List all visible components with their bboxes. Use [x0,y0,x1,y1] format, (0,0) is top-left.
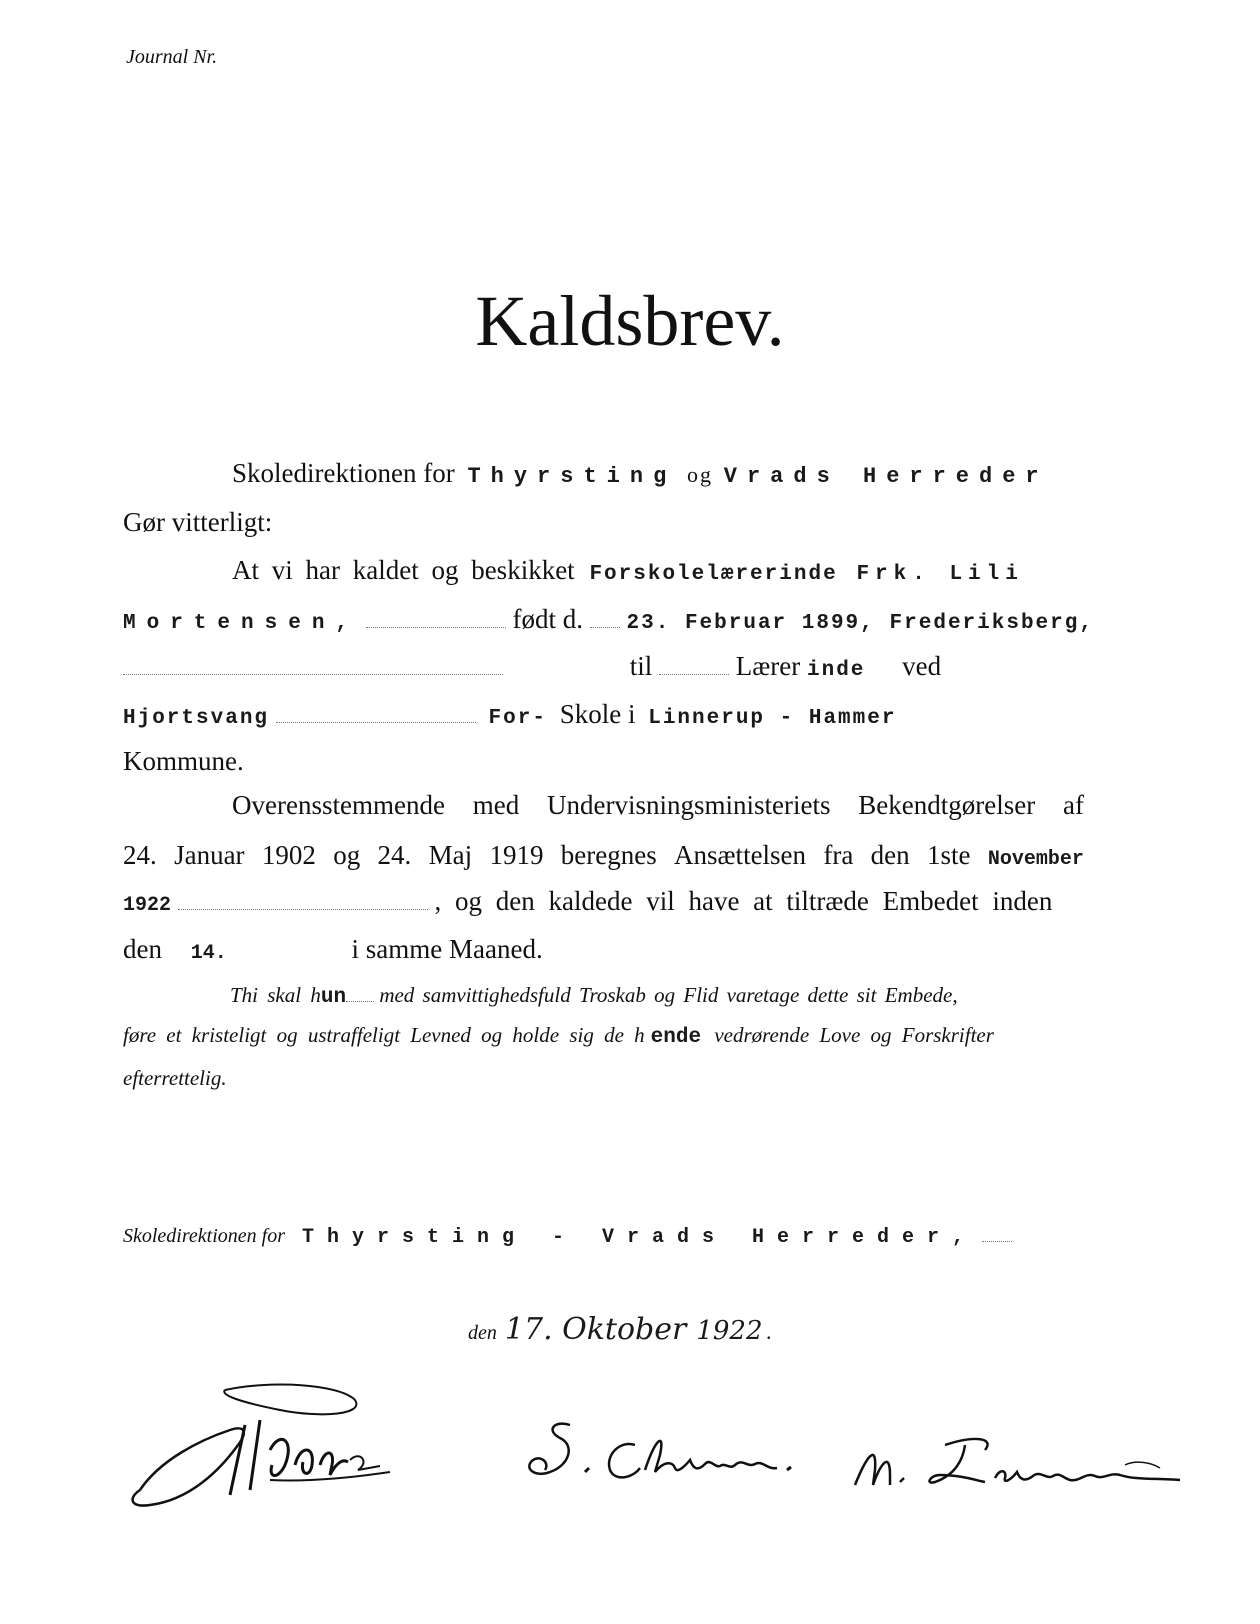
para2-line-3 [123,886,1052,917]
vitterligt-label: Gør vitterligt: [123,507,273,537]
word: beregnes [560,840,657,870]
ved-label: ved [902,651,942,681]
typed-title: Forskolelærerinde [589,563,838,586]
oath-line-3: efterrettelig. [123,1066,227,1090]
word: 1919 [489,840,544,870]
oath-text: med samvittighedsfuld Troskab og Flid varetage dette sit Embede, [379,983,958,1007]
laerer-label: Lærer [735,651,801,681]
para2-line-1 [232,790,1084,821]
typed-ende: ende [650,1026,702,1049]
typed-for: For- [488,707,547,730]
typed-district-b: Vrads Herreder [723,464,1049,489]
word: den [870,840,910,870]
oath-text: føre et kristeligt og ustraffeligt Levned og holde sig de h [123,1023,645,1047]
direction-label: Skoledirektionen for [232,458,455,488]
word: 1902 [261,840,316,870]
word: Bekendtgørelser [858,790,1036,820]
typed-school-name: Hjortsvang [123,707,270,730]
footer-direction-label: Skoledirektionen for [123,1225,285,1247]
typed-kommune: Linnerup - Hammer [648,707,897,730]
born-label: født d. [512,604,584,634]
journal-number-label: Journal Nr. [126,46,218,68]
line-6 [123,699,896,730]
date-line [468,1312,772,1347]
word: Undervisningsministeriets [547,790,831,820]
signature-1 [120,1370,410,1520]
word: Januar [174,840,245,870]
den-footer-label: den [468,1322,497,1344]
handwritten-year: 1922 [696,1316,763,1346]
skole-i-label: Skole i [559,699,636,729]
typed-year: 1922 [123,894,172,917]
handwritten-date: 17. Oktober [504,1312,687,1347]
typed-suffix-inde: inde [806,659,866,682]
word: 1ste [926,840,971,870]
date-period: . [766,1319,772,1344]
den-label: den [123,934,162,964]
signature-2 [515,1410,815,1500]
typed-district-a: Thyrsting [467,464,677,489]
word: og [333,840,361,870]
word: af [1062,790,1084,820]
para2-line-4 [123,934,543,965]
og-label: og [687,462,714,487]
oath-text: vedrørende Love og Forskrifter [714,1023,994,1047]
typed-month: November [987,848,1084,871]
word: med [472,790,520,820]
typed-day: 14. [190,942,227,965]
para2-line-2 [123,840,1084,871]
typed-birthdate: 23. Februar 1899, [626,612,875,635]
word: Maj [428,840,473,870]
samme-maaned-text: i samme Maaned. [351,934,543,964]
line-1 [232,458,1049,489]
document-title: Kaldsbrev. [475,281,785,361]
word: Ansættelsen [674,840,807,870]
typed-pronoun: un [320,986,347,1009]
word: Overensstemmende [232,790,445,820]
line-4 [123,604,1094,635]
tiltraede-text: , og den kaldede vil have at tiltræde Embedet inden [434,886,1053,916]
typed-name: Frk. Lili [856,563,1024,586]
footer-line [123,1225,1012,1249]
kommune-label: Kommune. [123,746,244,776]
til-label: til [629,651,653,681]
oath-text: Thi skal h [230,983,321,1007]
word: fra [823,840,854,870]
typed-surname: Mortensen, [123,612,360,635]
word: 24. [377,840,412,870]
word: 24. [123,840,157,870]
oath-line-2 [123,1023,994,1049]
line-3 [232,555,1024,586]
typed-birthplace: Frederiksberg, [889,612,1094,635]
oath-line-1 [230,983,958,1009]
kaldet-label: At vi har kaldet og beskikket [232,555,575,585]
footer-typed-district: Thyrsting - Vrads Herreder, [302,1226,978,1249]
line-5 [123,651,941,682]
signature-3 [835,1420,1195,1510]
